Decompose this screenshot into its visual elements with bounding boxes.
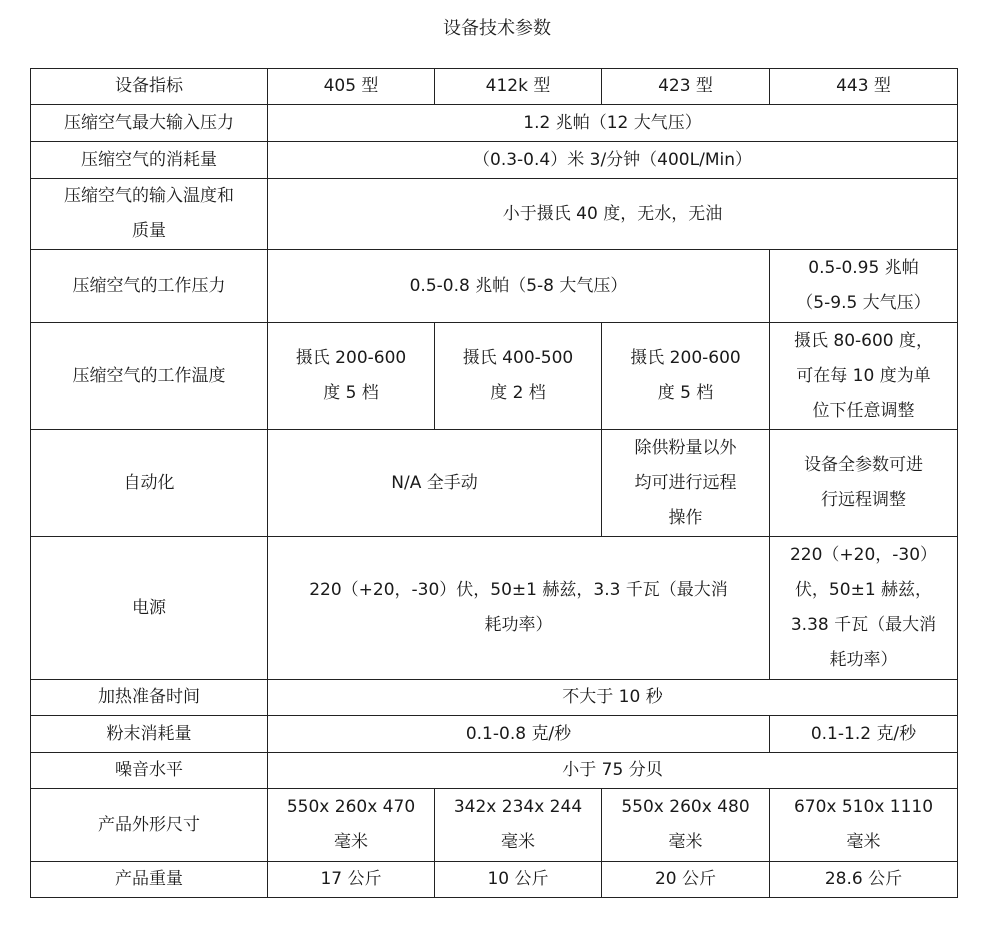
- row-value-423: [602, 789, 770, 862]
- row-label: 压缩空气的工作温度: [31, 323, 268, 430]
- cell-line: 670x 510x 1110: [793, 797, 934, 817]
- header-model-412k: 412k 型: [435, 69, 602, 105]
- cell-line: 毫米: [846, 832, 881, 852]
- cell-line: 度 5 档: [323, 383, 379, 403]
- row-value: （0.3-0.4）米 3/分钟（400L/Min）: [268, 142, 958, 179]
- row-value-423: [602, 323, 770, 430]
- row-label: 加热准备时间: [31, 680, 268, 716]
- cell-line: 除供粉量以外: [634, 437, 737, 458]
- row-noise: [31, 753, 958, 789]
- cell-line: 耗功率）: [484, 615, 553, 635]
- row-value: 不大于 10 秒: [268, 680, 958, 716]
- header-model-405: 405 型: [268, 69, 435, 105]
- row-value: 1.2 兆帕（12 大气压）: [268, 105, 958, 142]
- cell-line: 0.5-0.95 兆帕: [808, 258, 919, 278]
- cell-line: 摄氏 200-600: [295, 348, 407, 368]
- row-value-common: [268, 537, 770, 680]
- cell-line: （5-9.5 大气压）: [796, 293, 931, 313]
- row-value-443: [770, 789, 958, 862]
- page-title: 设备技术参数: [443, 18, 551, 39]
- row-value-common: 0.5-0.8 兆帕（5-8 大气压）: [268, 250, 770, 323]
- row-value-412k: [435, 789, 602, 862]
- row-consumption: [31, 142, 958, 179]
- cell-line: 220（+20，-30）伏，50±1 赫兹，3.3 千瓦（最大消: [309, 580, 728, 600]
- row-label: [31, 179, 268, 250]
- header-label-cell: 设备指标: [31, 69, 268, 105]
- cell-line: 3.38 千瓦（最大消: [790, 615, 937, 635]
- row-label: 噪音水平: [31, 753, 268, 789]
- row-label: 粉末消耗量: [31, 716, 268, 753]
- cell-line: 度 2 档: [490, 383, 546, 403]
- cell-line: 耗功率）: [829, 650, 898, 670]
- row-value-common: N/A 全手动: [268, 430, 602, 537]
- row-value-423: 20 公斤: [602, 862, 770, 898]
- row-value-405: [268, 323, 435, 430]
- header-model-443: 443 型: [770, 69, 958, 105]
- row-input-temp-quality: [31, 179, 958, 250]
- cell-line: 可在每 10 度为单: [796, 365, 931, 386]
- row-label: 产品外形尺寸: [31, 789, 268, 862]
- row-working-temp: [31, 323, 958, 430]
- cell-line: 度 5 档: [657, 383, 714, 403]
- cell-line: 摄氏 400-500: [462, 348, 574, 368]
- row-label: 压缩空气最大输入压力: [31, 105, 268, 142]
- cell-line: 均可进行远程: [634, 472, 737, 493]
- row-label: 电源: [31, 537, 268, 680]
- header-model-423: 423 型: [602, 69, 770, 105]
- row-heat-prep-time: [31, 680, 958, 716]
- cell-line: 伏，50±1 赫兹，: [794, 580, 933, 600]
- row-value: 小于 75 分贝: [268, 753, 958, 789]
- row-value-common: 0.1-0.8 克/秒: [268, 716, 770, 753]
- row-value-443: 0.1-1.2 克/秒: [770, 716, 958, 753]
- row-label-line: 压缩空气的输入温度和: [64, 186, 234, 206]
- row-value: 小于摄氏 40 度，无水，无油: [268, 179, 958, 250]
- row-dimensions: [31, 789, 958, 862]
- cell-line: 毫米: [501, 832, 535, 852]
- row-value-412k: 10 公斤: [435, 862, 602, 898]
- row-value-423: [602, 430, 770, 537]
- row-working-pressure: [31, 250, 958, 323]
- row-automation: [31, 430, 958, 537]
- cell-line: 位下任意调整: [812, 400, 915, 421]
- row-value-443: [770, 323, 958, 430]
- row-value-405: [268, 789, 435, 862]
- cell-line: 摄氏 200-600: [630, 348, 741, 368]
- row-label: 产品重量: [31, 862, 268, 898]
- cell-line: 220（+20，-30）: [789, 545, 938, 565]
- table-header-row: [31, 69, 958, 105]
- row-label: 自动化: [31, 430, 268, 537]
- spec-table: [30, 68, 958, 898]
- cell-line: 550x 260x 480: [621, 797, 750, 817]
- cell-line: 毫米: [334, 832, 368, 852]
- row-value-443: [770, 537, 958, 680]
- row-label: 压缩空气的消耗量: [31, 142, 268, 179]
- row-powder-consumption: [31, 716, 958, 753]
- row-value-443: 28.6 公斤: [770, 862, 958, 898]
- row-value-405: 17 公斤: [268, 862, 435, 898]
- row-value-412k: [435, 323, 602, 430]
- cell-line: 毫米: [668, 832, 703, 852]
- row-max-input-pressure: [31, 105, 958, 142]
- cell-line: 操作: [668, 507, 703, 528]
- row-weight: [31, 862, 958, 898]
- row-label-line: 质量: [132, 221, 166, 241]
- cell-line: 摄氏 80-600 度，: [793, 330, 934, 351]
- row-value-443: [770, 250, 958, 323]
- row-label: 压缩空气的工作压力: [31, 250, 268, 323]
- row-value-443: [770, 430, 958, 537]
- cell-line: 342x 234x 244: [453, 797, 583, 817]
- row-power: [31, 537, 958, 680]
- cell-line: 行远程调整: [821, 490, 906, 510]
- cell-line: 550x 260x 470: [286, 797, 416, 817]
- cell-line: 设备全参数可进: [804, 455, 923, 475]
